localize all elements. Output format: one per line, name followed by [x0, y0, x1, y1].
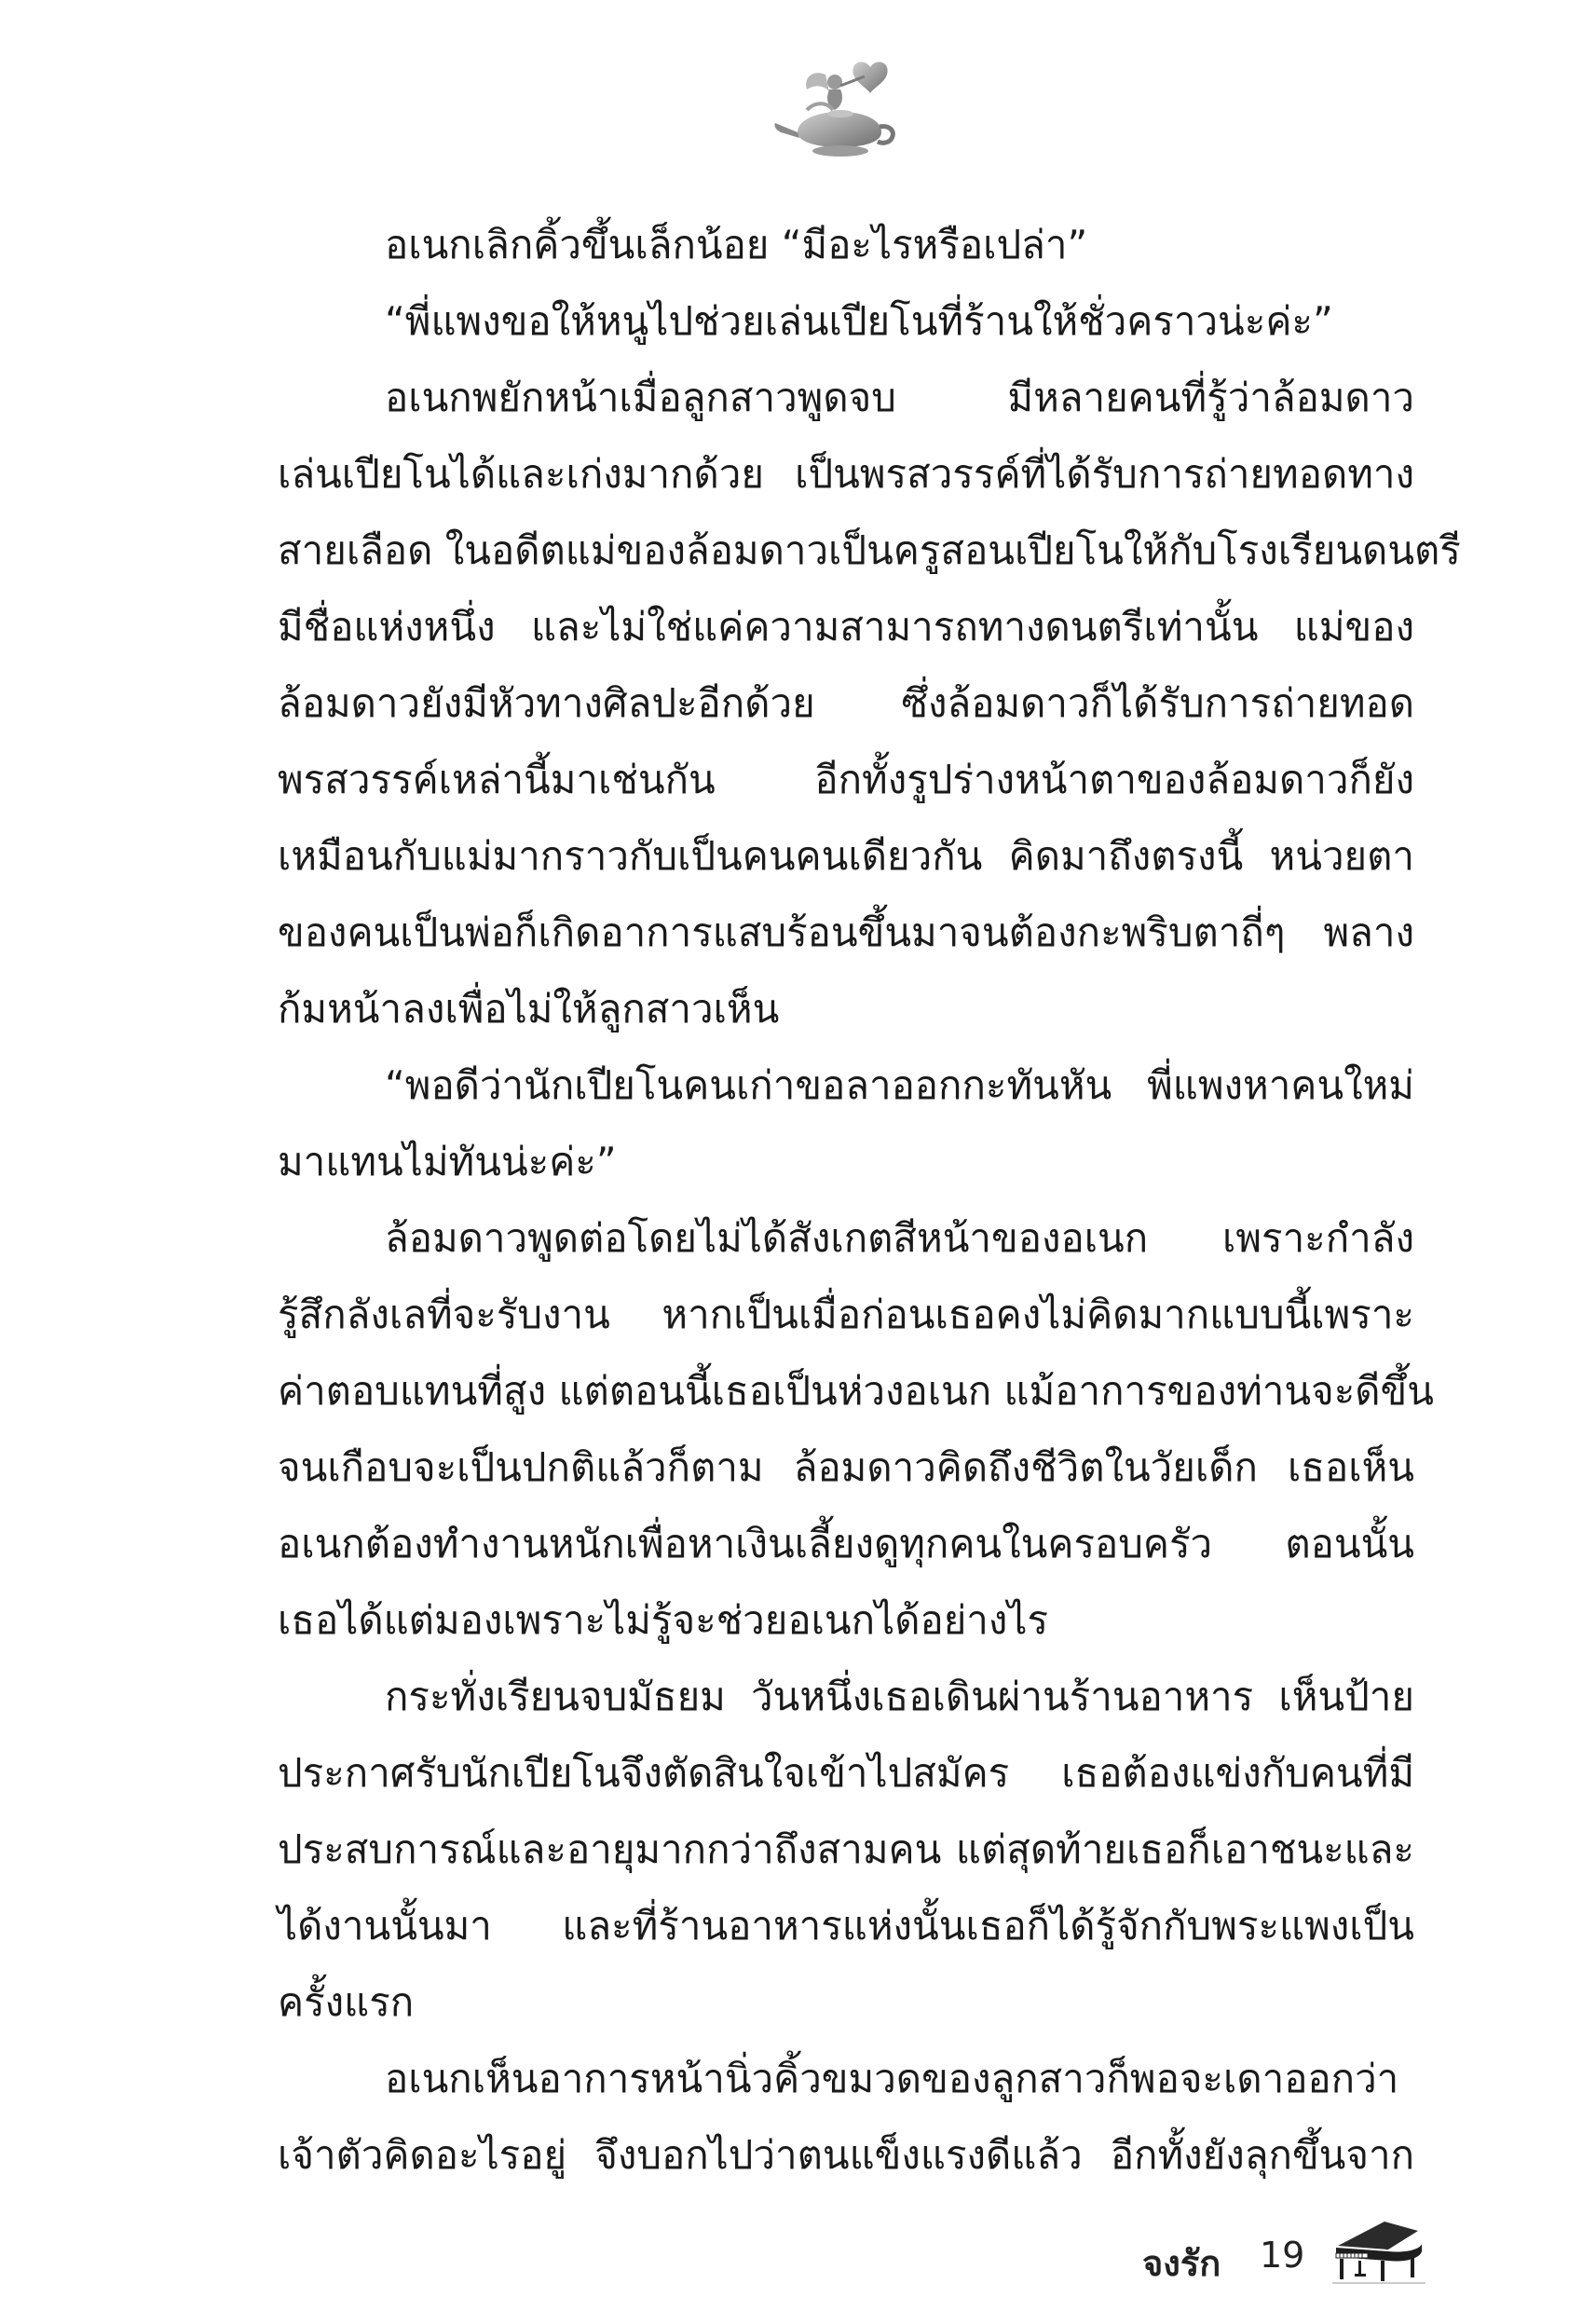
body-text: [278, 207, 1461, 2194]
text-line: รู้สึกลังเลที่จะรับงาน หากเป็นเมื่อก่อนเธอคงไม่คิดมากแบบนี้เพราะ: [278, 1292, 1414, 1337]
text-line: ของคนเป็นพ่อก็เกิดอาการแสบร้อนขึ้นมาจนต้องกะพริบตาถี่ๆ พลาง: [278, 909, 1414, 955]
page-number: 19: [1260, 2235, 1305, 2276]
text-line: สายเลือด ในอดีตแม่ของล้อมดาวเป็นครูสอนเปียโนให้กับโรงเรียนดนตรี: [278, 527, 1461, 573]
text-line: “พอดีว่านักเปียโนคนเก่าขอลาออกกะทันหัน พี่แพงหาคนใหม่: [385, 1062, 1414, 1108]
text-line: เธอได้แต่มองเพราะไม่รู้จะช่วยอเนกได้อย่างไร: [278, 1597, 1049, 1643]
text-line: ประกาศรับนักเปียโนจึงตัดสินใจเข้าไปสมัคร เธอต้องแข่งกับคนที่มี: [278, 1750, 1414, 1796]
text-line: อเนกต้องทำงานหนักเพื่อหาเงินเลี้ยงดูทุกคนในครอบครัว ตอนนั้น: [278, 1521, 1414, 1566]
text-line: ประสบการณ์และอายุมากกว่าถึงสามคน แต่สุดท้ายเธอก็เอาชนะและ: [278, 1826, 1414, 1872]
text-line: เหมือนกับแม่มากราวกับเป็นคนคนเดียวกัน คิดมาถึงตรงนี้ หน่วยตา: [278, 833, 1414, 879]
text-line: มีชื่อแห่งหนึ่ง และไม่ใช่แค่ความสามารถทางดนตรีเท่านั้น แม่ของ: [278, 604, 1414, 650]
grand-piano-icon: [1332, 2218, 1425, 2288]
text-line: เจ้าตัวคิดอะไรอยู่ จึงบอกไปว่าตนแข็งแรงดีแล้ว อีกทั้งยังลุกขึ้นจาก: [278, 2132, 1414, 2178]
text-line: อเนกพยักหน้าเมื่อลูกสาวพูดจบ มีหลายคนที่รู้ว่าล้อมดาว: [385, 375, 1414, 420]
text-line: มาแทนไม่ทันน่ะค่ะ”: [278, 1139, 617, 1184]
text-line: ก้มหน้าลงเพื่อไม่ให้ลูกสาวเห็น: [278, 986, 780, 1032]
page-footer: [1090, 2216, 1425, 2300]
text-line: ได้งานนั้นมา และที่ร้านอาหารแห่งนั้นเธอก็ได้รู้จักกับพระแพงเป็น: [278, 1903, 1414, 1949]
text-line: อเนกเห็นอาการหน้านิ่วคิ้วขมวดของลูกสาวก็พอจะเดาออกว่า: [385, 2056, 1399, 2101]
footer-book-title: จงรัก: [1142, 2243, 1221, 2284]
text-line: พรสวรรค์เหล่านี้มาเช่นกัน อีกทั้งรูปร่างหน้าตาของล้อมดาวก็ยัง: [278, 757, 1414, 802]
text-line: ครั้งแรก: [278, 1979, 415, 2025]
text-line: ล้อมดาวยังมีหัวทางศิลปะอีกด้วย ซึ่งล้อมดาวก็ได้รับการถ่ายทอด: [278, 680, 1414, 726]
text-line: “พี่แพงขอให้หนูไปช่วยเล่นเปียโนที่ร้านให้ชั่วคราวน่ะค่ะ”: [385, 298, 1333, 344]
text-line: กระทั่งเรียนจบมัธยม วันหนึ่งเธอเดินผ่านร้านอาหาร เห็นป้าย: [385, 1674, 1414, 1719]
cupid-teapot-icon: [770, 54, 909, 166]
text-line: อเนกเลิกคิ้วขึ้นเล็กน้อย “มีอะไรหรือเปล่า”: [385, 222, 1088, 267]
text-line: เล่นเปียโนได้และเก่งมากด้วย เป็นพรสวรรค์ที่ได้รับการถ่ายทอดทาง: [278, 451, 1414, 497]
text-line: ล้อมดาวพูดต่อโดยไม่ได้สังเกตสีหน้าของอเนก เพราะกำลัง: [385, 1215, 1414, 1261]
text-line: จนเกือบจะเป็นปกติแล้วก็ตาม ล้อมดาวคิดถึงชีวิตในวัยเด็ก เธอเห็น: [278, 1444, 1414, 1490]
text-line: ค่าตอบแทนที่สูง แต่ตอนนี้เธอเป็นห่วงอเนก แม้อาการของท่านจะดีขึ้น: [278, 1368, 1434, 1414]
